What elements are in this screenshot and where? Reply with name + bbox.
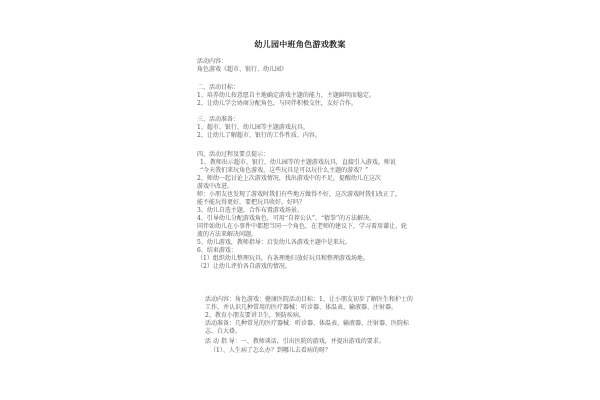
process-line: （2）让幼儿评价各自游戏的情况。: [197, 263, 291, 270]
process-line: 6、结束游戏：: [197, 247, 237, 254]
process-line: 1、教师出示超市、银行、幼儿园等的主题游戏玩具，直接引入游戏。师说: [200, 159, 396, 166]
prep-heading: 三、活动准备：: [197, 116, 240, 123]
goal-item: 2、让幼儿学会协商分配角色，与同伴积极交往，友好合作。: [197, 100, 357, 107]
process-line: 3、幼儿自选主题，合作布置游戏场景。: [197, 207, 303, 214]
lesson2-line: 2、教育小朋友要讲卫生，预防疾病。: [205, 312, 305, 319]
lesson2-line: 活动准备：几种常见的医疗器械：听诊器、体温表、输液器、注射器、医院标: [205, 320, 410, 327]
content-text: 角色游戏《超市、银行、幼儿园》: [197, 66, 288, 73]
goal-item: 1、培养幼儿按意愿自主地确定游戏主题的能力，主题鲜明而稳定。: [197, 92, 375, 99]
lesson2-line: 志、白大褂。: [205, 328, 242, 335]
process-line: （1）组织幼儿整理玩具，有条理地归放好玩具和整理游戏场地。: [197, 255, 369, 262]
lesson2-line: 活 动 指 导：一、教师谈话，引出医院的游戏，并提出游戏的要求。: [205, 338, 385, 345]
process-line: 4、引导幼儿分配游戏角色，可用“自荐公认”、“猜拳”的方法解决。: [197, 215, 376, 222]
content-label: 活动内容：: [197, 58, 228, 65]
document-title: 幼儿园中班角色游戏教案: [254, 39, 346, 49]
process-heading: 四、活动过程及要点提示：: [197, 151, 270, 158]
process-line: 师：小朋友也发现了游戏时我们有些地方做得不好，这次游戏时我们改正了，: [197, 191, 402, 198]
prep-item: 2、让幼儿了解超市、银行的工作性质、内容。: [197, 132, 321, 139]
process-line: 2、师幼一起讨论上次游戏情况，找出游戏中的不足，提醒幼儿在这次: [197, 175, 381, 182]
process-line: 5、幼儿游戏，教师指导：启发幼儿各游戏主题中是来玩。: [197, 239, 351, 246]
prep-item: 1、超市、银行、幼儿园等主题游戏玩具。: [197, 124, 309, 131]
process-line: 能不能玩得更好，要把玩具收好，好吗？: [197, 199, 306, 206]
lesson2-line: 活动内容：角色游戏：健康医院活动目标：1、让小朋友初步了解医生和护士的: [205, 296, 413, 303]
process-line: 同伴如幼儿在小事件中都想当同一个角色，在老师的建议下，学习着用谦让、轮: [197, 223, 408, 230]
lesson2-line: 工作，并认识几种常用的医疗器械：听诊器、体温表、输液器、注射器。: [205, 304, 398, 311]
lesson2-line: （1）、人生病了怎么办？到哪儿去看病的呀？: [210, 347, 331, 354]
process-line: “今天我们来玩角色游戏，这些玩具是可以玩什么主题的游戏？”: [200, 167, 369, 174]
goals-heading: 二、活动目标：: [197, 84, 240, 91]
process-line: 流的方法来解决问题。: [197, 231, 258, 238]
process-line: 游戏中改进。: [197, 183, 234, 190]
